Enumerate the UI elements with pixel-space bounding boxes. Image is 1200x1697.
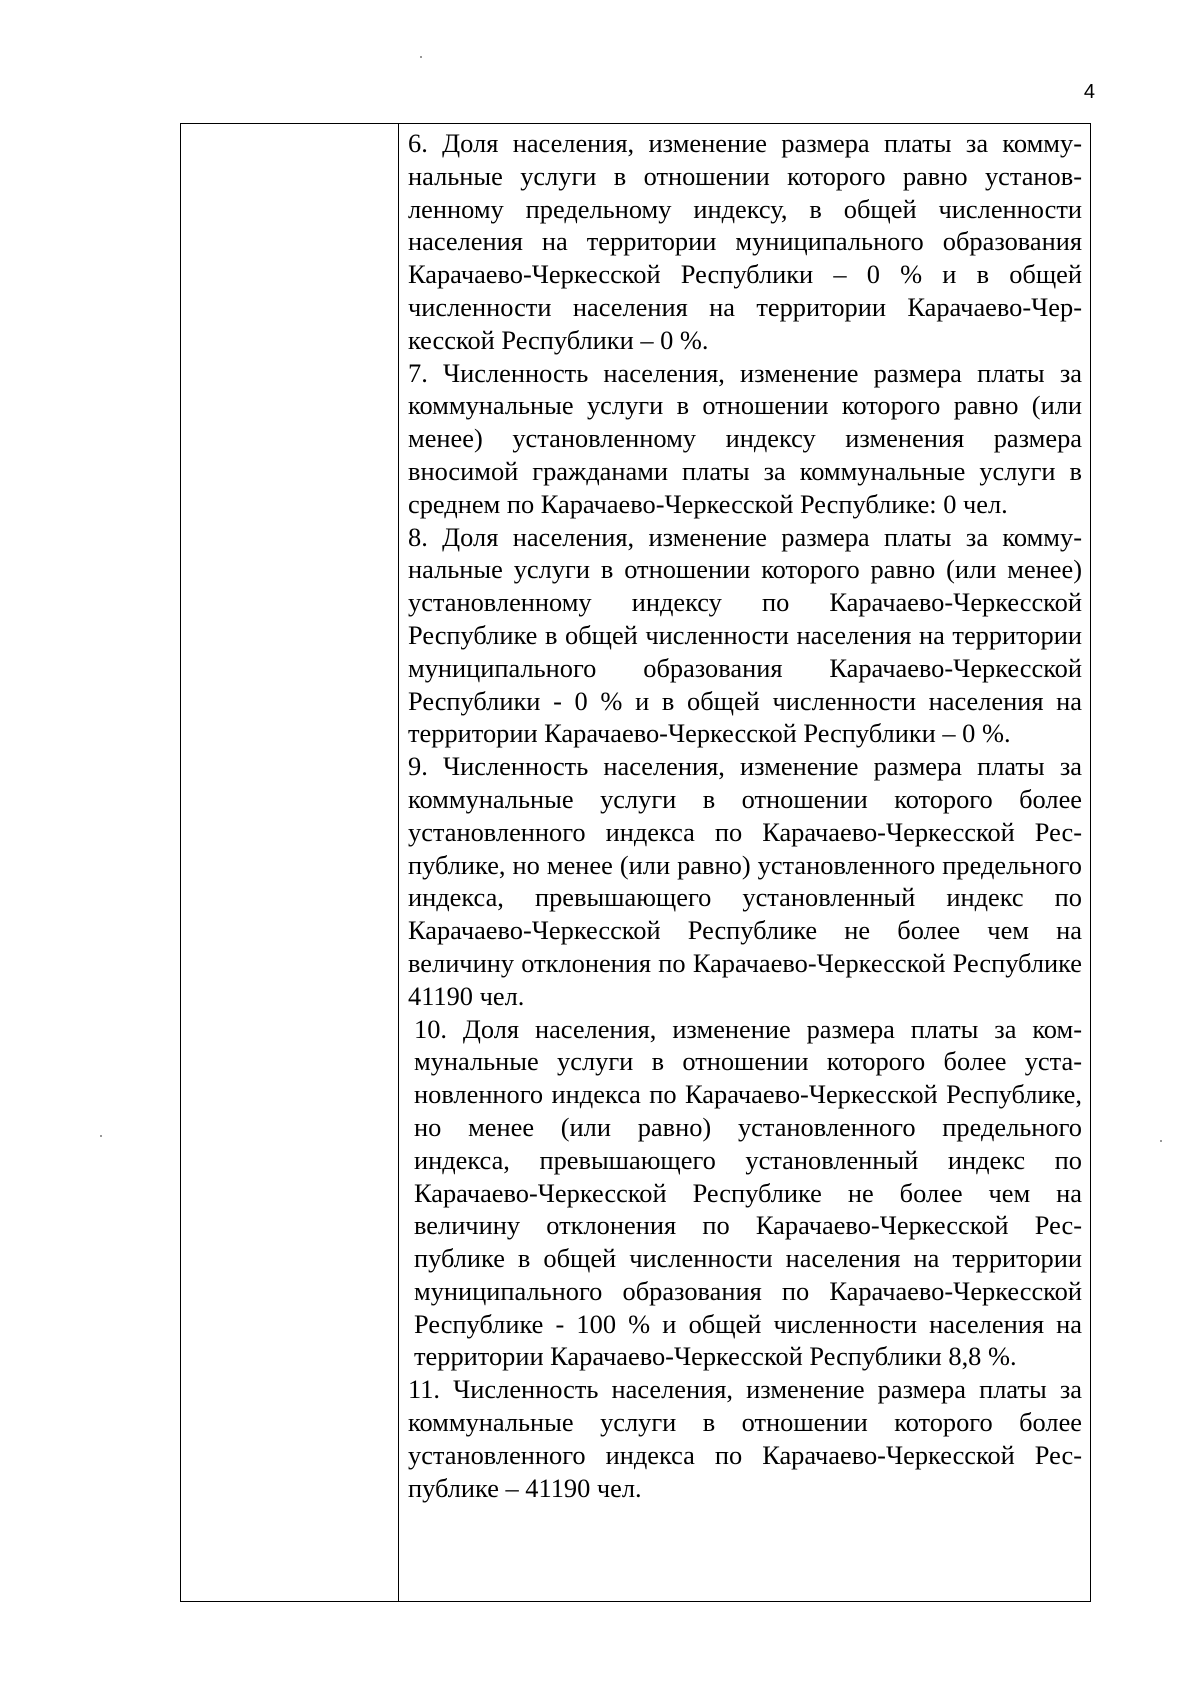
paragraph-7: 7. Численность населения, изменение размера платы за коммунальные услуги в отношении которого равно (или менее) установленному индексу изменения размера вносимой гражданами платы за коммунальные услуги в среднем по Карачаево-Черкесской Республике: 0 чел. (408, 357, 1082, 519)
paragraph-6: 6. Доля населения, изменение размера платы за коммунальные услуги в отношении которого равно установленному предельному индексу, в общей численности населения на территории муниципального образования Карачаево-Черкесской Республики – 0 % и в общей численности населения на территории Карачаево-Черкесской Республики – 0 %. (408, 128, 1082, 355)
document-table (180, 123, 1091, 1602)
paragraph-8: 8. Доля населения, изменение размера платы за коммунальные услуги в отношении которого равно (или менее) установленному индексу по Карачаево-Черкесской Республике в общей численности населения на территории муниципального образования Карачаево-Черкесской Республики - 0 % и в общей численности населения на территории Карачаево-Черкесской Республики – 0 %. (408, 521, 1082, 749)
table-cell-left (181, 124, 399, 1602)
paragraph-9: 9. Численность населения, изменение размера платы за коммунальные услуги в отношении которого более установленного индекса по Карачаево-Черкесской Республике, но менее (или равно) установленного предельного индекса, превышающего установленный индекс по Карачаево-Черкесской Республике не более чем на величину отклонения по Карачаево-Черкесской Республике 41190 чел. (408, 751, 1082, 1011)
cell-content (399, 124, 1090, 1504)
scan-speck (420, 56, 422, 58)
table-row (181, 124, 1091, 1602)
paragraph-10: 10. Доля населения, изменение размера платы за коммунальные услуги в отношении которого более установленного индекса по Карачаево-Черкесской Республике, но менее (или равно) установленного предельного индекса, превышающего установленный индекс по Карачаево-Черкесской Республике не более чем на величину отклонения по Карачаево-Черкесской Республике в общей численности населения на территории муниципального образования по Карачаево-Черкесской Республике - 100 % и общей численности населения на территории Карачаево-Черкесской Республики 8,8 %. (414, 1013, 1082, 1372)
scan-speck (1160, 1140, 1162, 1142)
table-cell-right (399, 124, 1091, 1602)
paragraph-11: 11. Численность населения, изменение размера платы за коммунальные услуги в отношении которого более установленного индекса по Карачаево-Черкесской Республике – 41190 чел. (408, 1374, 1082, 1503)
scan-speck (100, 1135, 102, 1137)
page-number: 4 (1083, 81, 1095, 103)
